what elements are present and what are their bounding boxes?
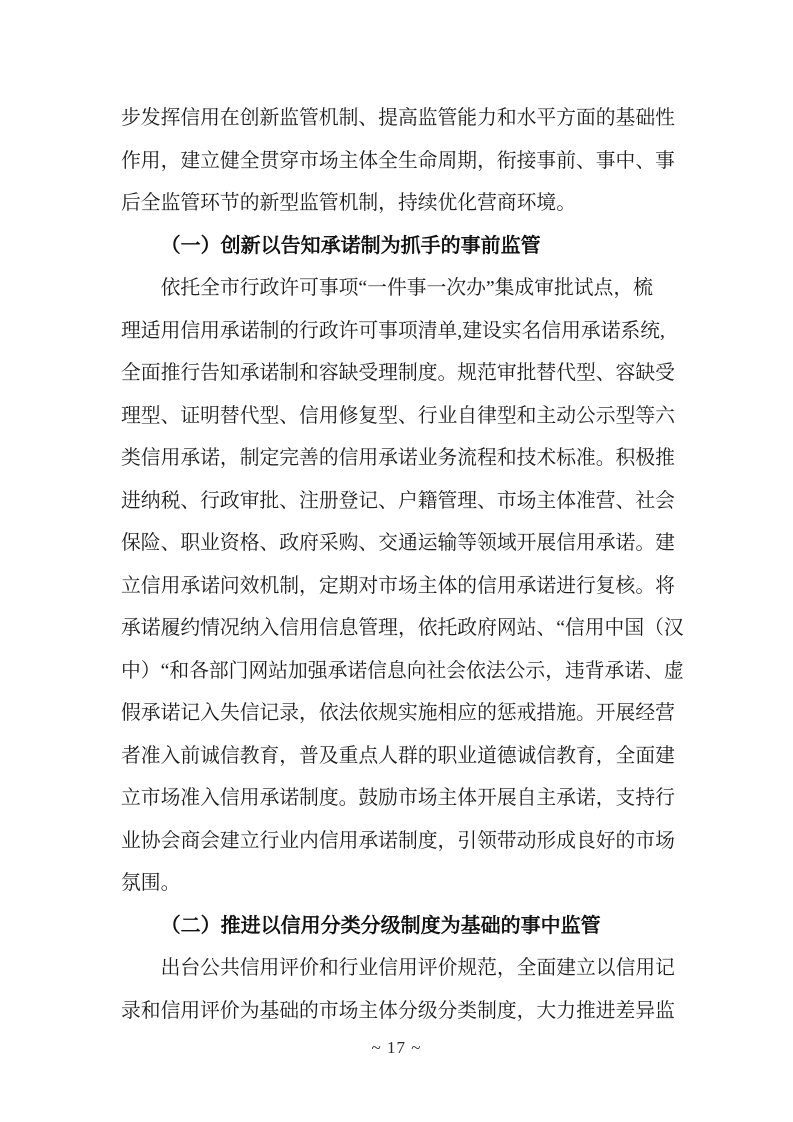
document-line: 氛围。 bbox=[121, 872, 181, 894]
document-line: 后全监管环节的新型监管机制，持续优化营商环境。 bbox=[121, 192, 576, 214]
document-line: 者准入前诚信教育，普及重点人群的职业道德诚信教育，全面建 bbox=[121, 744, 675, 767]
document-line: 理适用信用承诺制的行政许可事项清单,建设实名信用承诺系统, bbox=[121, 319, 665, 342]
document-line: 立信用承诺问效机制，定期对市场主体的信用承诺进行复核。将 bbox=[121, 574, 675, 597]
document-line: 理型、证明替代型、信用修复型、行业自律型和主动公示型等六 bbox=[121, 404, 675, 427]
document-line: 类信用承诺，制定完善的信用承诺业务流程和技术标准。积极推 bbox=[121, 447, 675, 469]
section-heading: （二）推进以信用分类分级制度为基础的事中监管 bbox=[160, 914, 601, 937]
document-line: 录和信用评价为基础的市场主体分级分类制度，大力推进差异监 bbox=[121, 999, 675, 1022]
page-footer bbox=[0, 1038, 793, 1058]
document-line: 假承诺记入失信记录，依法依规实施相应的惩戒措施。开展经营 bbox=[121, 702, 675, 724]
document-line: 业协会商会建立行业内信用承诺制度，引领带动形成良好的市场 bbox=[121, 829, 675, 852]
document-line: 依托全市行政许可事项“一件事一次办”集成审批试点，梳 bbox=[160, 277, 653, 299]
document-line: 承诺履约情况纳入信用信息管理，依托政府网站、“信用中国（汉 bbox=[121, 617, 684, 639]
document-line: 步发挥信用在创新监管机制、提高监管能力和水平方面的基础性 bbox=[121, 107, 675, 129]
document-line: 立市场准入信用承诺制度。鼓励市场主体开展自主承诺，支持行 bbox=[121, 787, 675, 809]
page-number: ~ 17 ~ bbox=[371, 1038, 422, 1057]
document-line: 全面推行告知承诺制和容缺受理制度。规范审批替代型、容缺受 bbox=[121, 362, 675, 384]
document-line: 进纳税、行政审批、注册登记、户籍管理、市场主体准营、社会 bbox=[121, 489, 675, 512]
document-body bbox=[121, 97, 684, 1032]
section-heading: （一）创新以告知承诺制为抓手的事前监管 bbox=[160, 234, 541, 257]
document-line: 作用，建立健全贯穿市场主体全生命周期，衔接事前、事中、事 bbox=[121, 149, 675, 172]
document-line: 保险、职业资格、政府采购、交通运输等领域开展信用承诺。建 bbox=[121, 532, 675, 554]
document-line: 出台公共信用评价和行业信用评价规范，全面建立以信用记 bbox=[160, 957, 675, 979]
document-line: 中）“和各部门网站加强承诺信息向社会依法公示，违背承诺、虚 bbox=[121, 659, 684, 682]
